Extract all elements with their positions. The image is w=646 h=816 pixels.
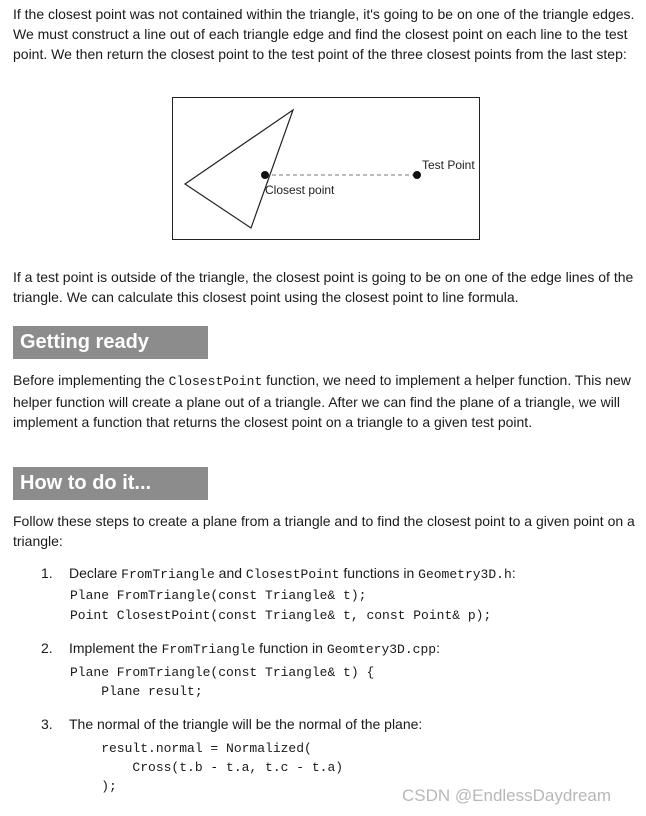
getting-ready-text-2: function, we need to implement a helper function. This new helper function will create a plane out of a triangle. After we can find the plane of a triangle, we will implement a function that returns the closest point on a triangle to a given test point. [13, 372, 631, 430]
step-2-code-1: FromTriangle [161, 642, 256, 657]
code-block-1-line-2: Point ClosestPoint(const Triangle& t, const Point& p); [70, 608, 492, 623]
closest-point-figure [172, 97, 480, 240]
code-block-3-line-3: ); [70, 779, 117, 794]
step-1-code-2: ClosestPoint [245, 567, 340, 582]
getting-ready-text-1: Before implementing the [13, 372, 169, 388]
step-1-text-3: functions in [339, 565, 419, 581]
how-to-heading: How to do it... [13, 467, 208, 500]
code-block-1-line-1: Plane FromTriangle(const Triangle& t); [70, 588, 367, 603]
code-block-2-line-2: Plane result; [70, 684, 203, 699]
step-1-code-1: FromTriangle [121, 567, 215, 582]
test-point-label: Test Point [422, 158, 475, 172]
watermark: CSDN @EndlessDaydream [402, 786, 612, 805]
closest-point-code: ClosestPoint [168, 374, 263, 389]
step-3 [41, 714, 422, 734]
step-2-text-2: function in [255, 640, 327, 656]
step-1-text-1: Declare [69, 565, 122, 581]
getting-ready-paragraph [13, 370, 638, 432]
step-1-text-4: : [511, 565, 516, 581]
closest-point-label: Closest point [265, 183, 335, 197]
step-1-text-2: and [214, 565, 246, 581]
step-1 [41, 563, 516, 585]
code-block-2-line-1: Plane FromTriangle(const Triangle& t) { [70, 665, 375, 680]
how-to-paragraph: Follow these steps to create a plane from a triangle and to find the closest point to a given point on a triangle: [13, 513, 635, 549]
code-block-3-line-1: result.normal = Normalized( [70, 741, 312, 756]
code-block-3-line-2: Cross(t.b - t.a, t.c - t.a) [70, 760, 344, 775]
step-2-code-2: Geomtery3D.cpp [326, 642, 437, 657]
step-2-number: 2. [41, 640, 53, 656]
step-1-code-3: Geometry3D.h [418, 567, 512, 582]
step-3-text-1: The normal of the triangle will be the normal of the plane: [69, 716, 423, 732]
step-2-text-3: : [436, 640, 440, 656]
closest-point-dot [261, 171, 269, 179]
step-2-text-1: Implement the [69, 640, 162, 656]
triangle-shape [185, 110, 293, 228]
after-figure-paragraph: If a test point is outside of the triangle, the closest point is going to be on one of the edge lines of the triangle. We can calculate this closest point using the closest point to line formula. [13, 269, 634, 305]
step-1-number: 1. [41, 565, 53, 581]
step-2 [41, 638, 440, 660]
test-point-dot [413, 171, 421, 179]
getting-ready-heading: Getting ready [13, 326, 208, 359]
step-3-number: 3. [41, 716, 53, 732]
intro-paragraph: If the closest point was not contained within the triangle, it's going to be on one of the triangle edges. We must construct a line out of each triangle edge and find the closest point on each line to the test point. We then return the closest point to the test point of the three closest points from the last step: [13, 6, 635, 62]
